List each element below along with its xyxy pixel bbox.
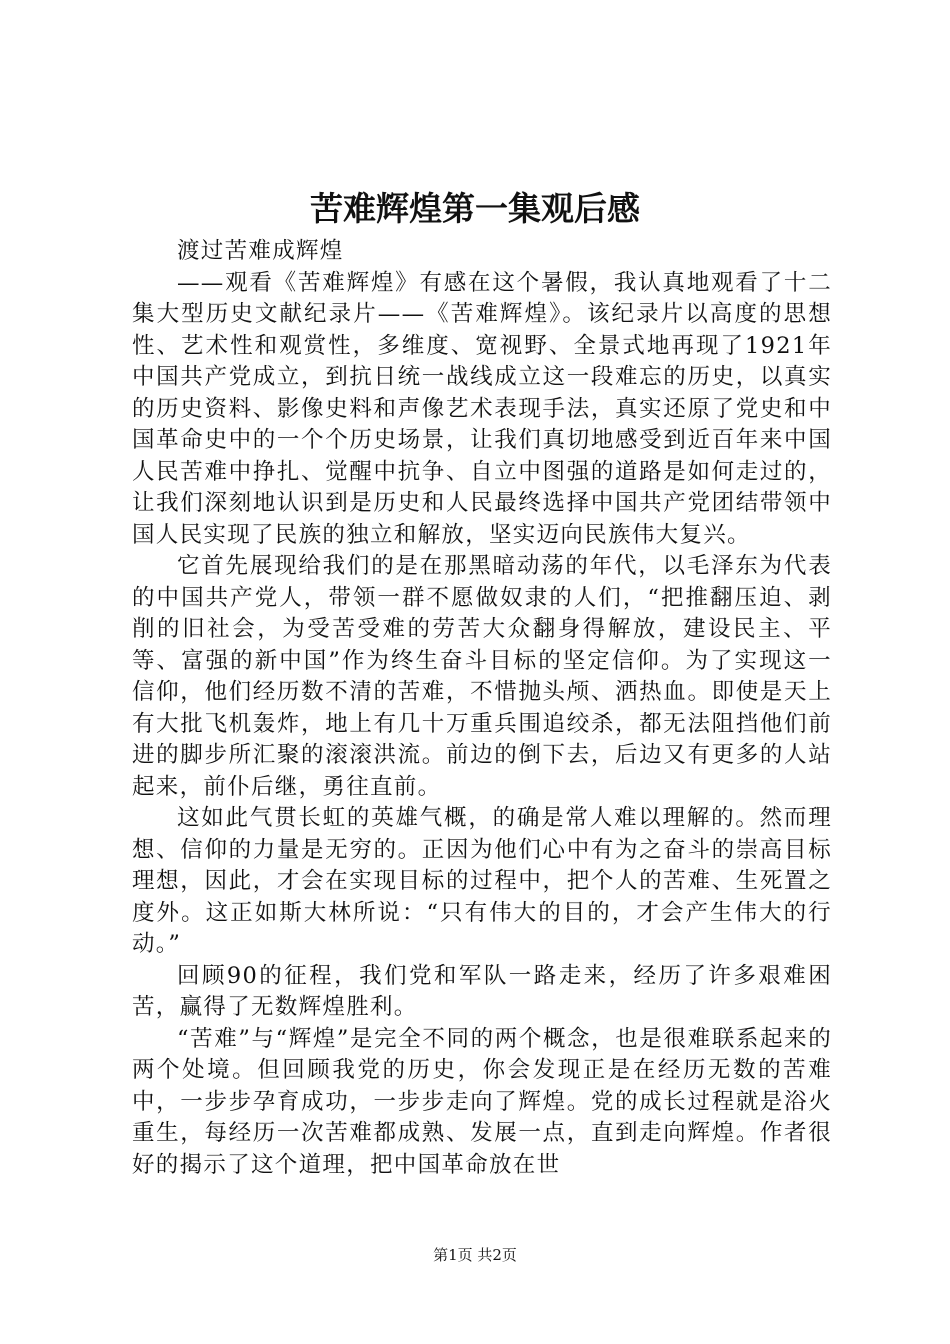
paragraph: “苦难”与“辉煌”是完全不同的两个概念，也是很难联系起来的两个处境。但回顾我党的历史，你会发现正是在经历无数的苦难中，一步步孕育成功，一步步走向了辉煌。党的成长过程就是浴火重生，每经历一次苦难都成熟、发展一点，直到走向辉煌。作者很好的揭示了这个道理，把中国革命放在世 xyxy=(132,1025,832,1178)
document-body xyxy=(132,236,832,1181)
paragraph: 它首先展现给我们的是在那黑暗动荡的年代，以毛泽东为代表的中国共产党人，带领一群不愿做奴隶的人们，“把推翻压迫、剥削的旧社会，为受苦受难的劳苦大众翻身得解放，建设民主、平等、富强的新中国”作为终生奋斗目标的坚定信仰。为了实现这一信仰，他们经历数不清的苦难，不惜抛头颅、洒热血。即使是天上有大批飞机轰炸，地上有几十万重兵围追绞杀，都无法阻挡他们前进的脚步所汇聚的滚滚洪流。前边的倒下去，后边又有更多的人站起来，前仆后继，勇往直前。 xyxy=(132,553,832,800)
document-title: 苦难辉煌第一集观后感 xyxy=(310,189,640,228)
paragraph-subtitle: 渡过苦难成辉煌 xyxy=(177,238,344,264)
paragraph: ——观看《苦难辉煌》有感在这个暑假，我认真地观看了十二集大型历史文献纪录片——《苦难辉煌》。该纪录片以高度的思想性、艺术性和观赏性，多维度、宽视野、全景式地再现了1921年中国共产党成立，到抗日统一战线成立这一段难忘的历史，以真实的历史资料、影像史料和声像艺术表现手法，真实还原了党史和中国革命史中的一个个历史场景，让我们真切地感受到近百年来中国人民苦难中挣扎、觉醒中抗争、自立中图强的道路是如何走过的，让我们深刻地认识到是历史和人民最终选择中国共产党团结带领中国人民实现了民族的独立和解放，坚实迈向民族伟大复兴。 xyxy=(132,269,832,548)
paragraph: 回顾90的征程，我们党和军队一路走来，经历了许多艰难困苦，赢得了无数辉煌胜利。 xyxy=(132,962,832,1020)
paragraph: 这如此气贯长虹的英雄气概，的确是常人难以理解的。然而理想、信仰的力量是无穷的。正因为他们心中有为之奋斗的崇高目标理想，因此，才会在实现目标的过程中，把个人的苦难、生死置之度外。这正如斯大林所说：“只有伟大的目的，才会产生伟大的行动。” xyxy=(132,805,832,957)
page-number-footer: 第1页 共2页 xyxy=(433,1246,517,1264)
